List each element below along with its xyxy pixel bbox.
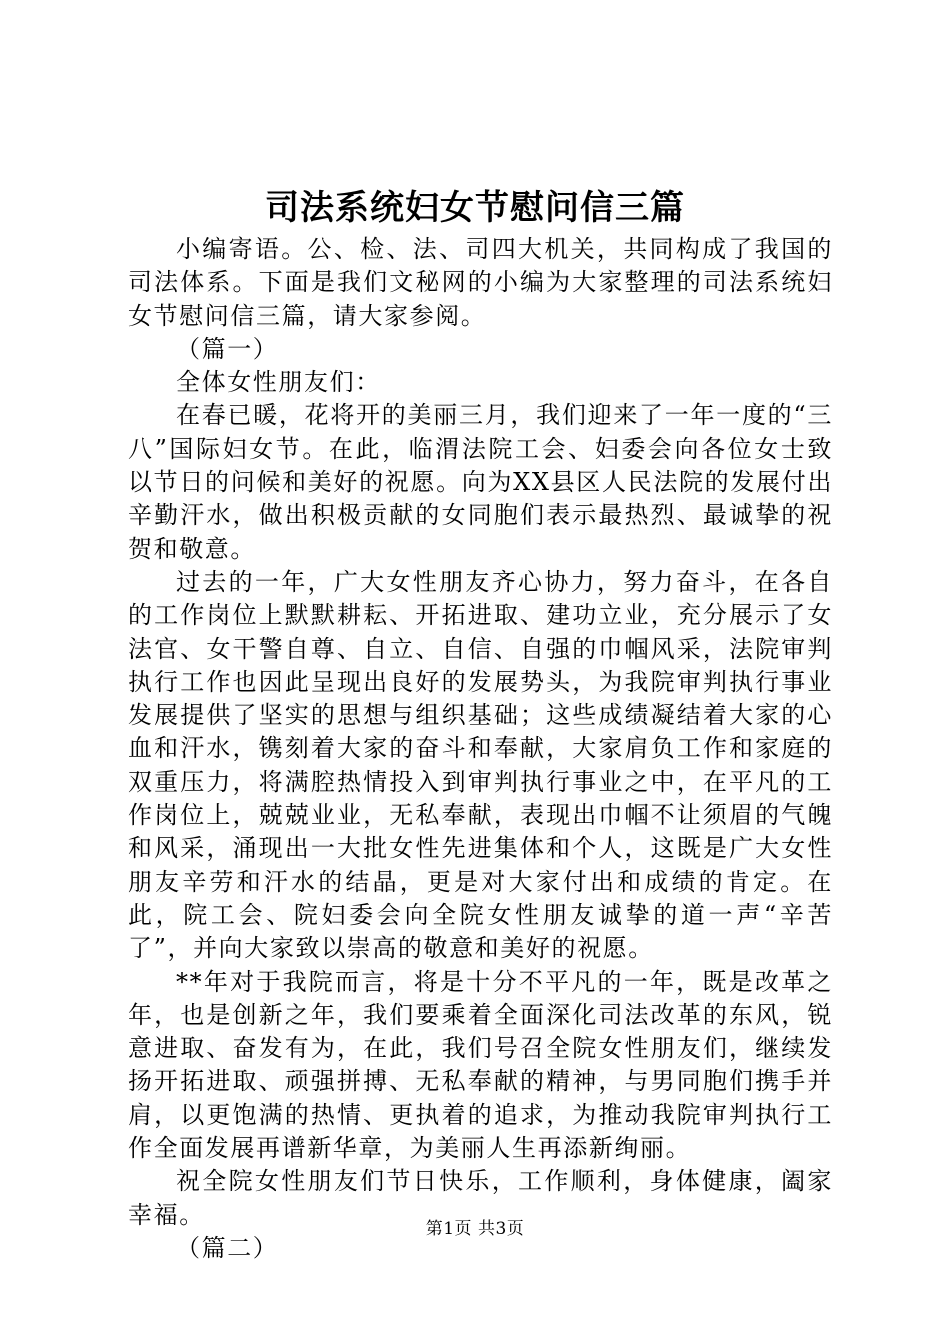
intro-paragraph: 小编寄语。公、检、法、司四大机关，共同构成了我国的司法体系。下面是我们文秘网的小编为大家整理的司法系统妇女节慰问信三篇，请大家参阅。	[128, 235, 833, 330]
section-heading-1: （篇一）	[176, 334, 279, 363]
body-paragraph: 过去的一年，广大女性朋友齐心协力，努力奋斗，在各自的工作岗位上默默耕耘、开拓进取、建功立业，充分展示了女法官、女干警自尊、自立、自信、自强的巾帼风采，法院审判执行工作也因此呈现出良好的发展势头，为我院审判执行事业发展提供了坚实的思想与组织基础；这些成绩凝结着大家的心血和汗水，镌刻着大家的奋斗和奉献，大家肩负工作和家庭的双重压力，将满腔热情投入到审判执行事业之中，在平凡的工作岗位上，兢兢业业，无私奉献，表现出巾帼不让须眉的气魄和风采，涌现出一大批女性先进集体和个人，这既是广大女性朋友辛劳和汗水的结晶，更是对大家付出和成绩的肯定。在此，院工会、院妇委会向全院女性朋友诚挚的道一声“辛苦了”，并向大家致以崇高的敬意和美好的祝愿。	[128, 567, 833, 963]
closing-wish: 祝全院女性朋友们节日快乐，工作顺利，身体健康，阖家幸福。	[128, 1167, 833, 1229]
body-paragraph: **年对于我院而言，将是十分不平凡的一年，既是改革之年，也是创新之年，我们要乘着全面深化司法改革的东风，锐意进取、奋发有为，在此，我们号召全院女性朋友们，继续发扬开拓进取、顽强拼搏、无私奉献的精神，与男同胞们携手并肩，以更饱满的热情、更执着的追求，为推动我院审判执行工作全面发展再谱新华章，为美丽人生再添新绚丽。	[128, 967, 833, 1163]
document-body	[128, 233, 833, 1265]
section-heading-2: （篇二）	[176, 1233, 279, 1262]
page-number: 第1页 共3页	[425, 1219, 525, 1239]
body-paragraph: 在春已暖，花将开的美丽三月，我们迎来了一年一度的“三八”国际妇女节。在此，临渭法院工会、妇委会向各位女士致以节日的问候和美好的祝愿。向为XX县区人民法院的发展付出辛勤汗水，做出积极贡献的女同胞们表示最热烈、最诚挚的祝贺和敬意。	[128, 401, 833, 563]
salutation: 全体女性朋友们：	[176, 368, 381, 397]
document-title: 司法系统妇女节慰问信三篇	[265, 188, 685, 228]
